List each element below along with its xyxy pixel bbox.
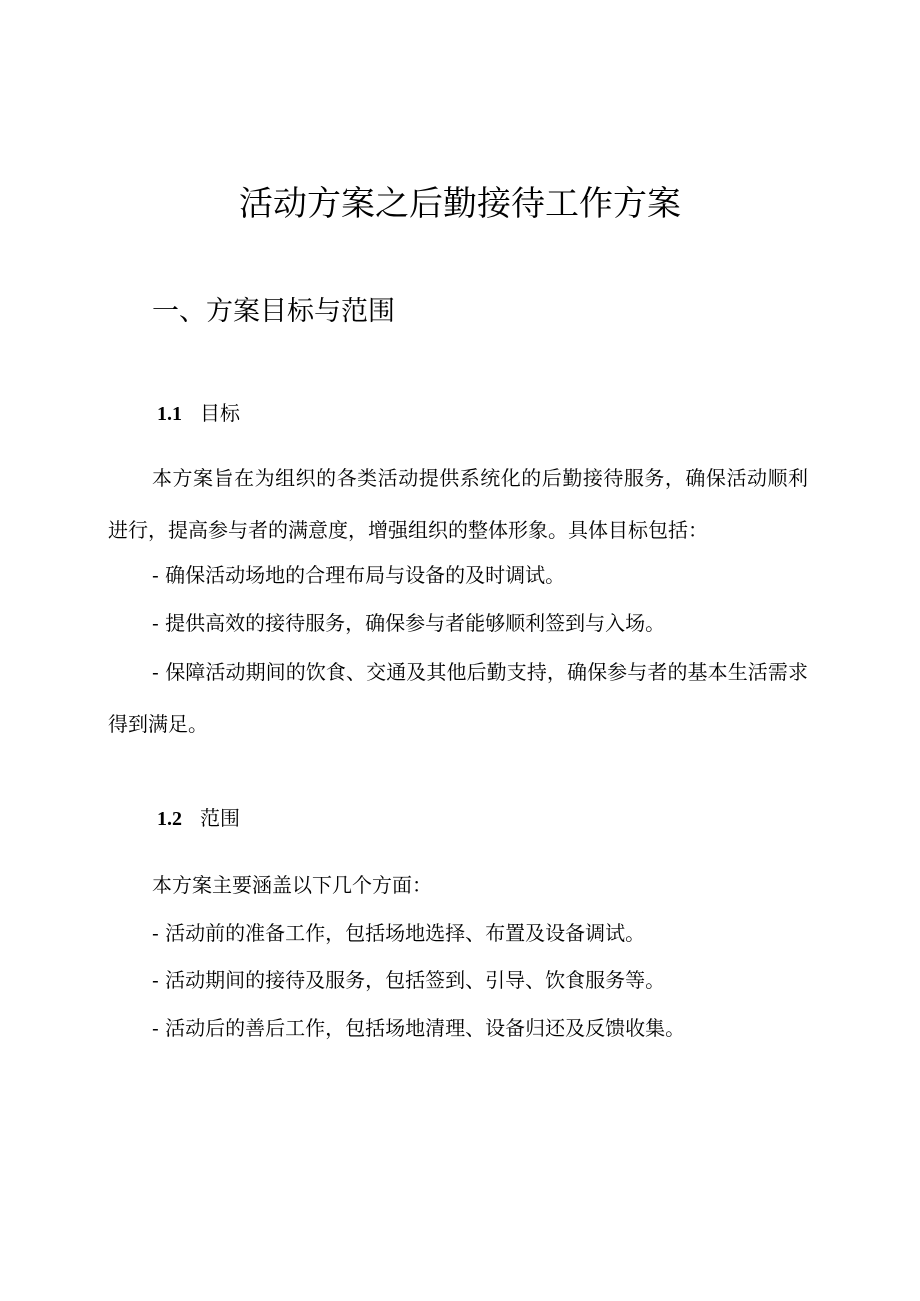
- list-item: - 活动前的准备工作，包括场地选择、布置及设备调试。: [152, 921, 646, 945]
- document-title: 活动方案之后勤接待工作方案: [239, 184, 681, 224]
- subsection-number: 1.2: [157, 808, 182, 830]
- subsection-title: 范围: [200, 806, 240, 830]
- subsection-heading-1-2: [157, 803, 240, 834]
- subsection-number: 1.1: [157, 403, 182, 425]
- paragraph-scope-intro: 本方案主要涵盖以下几个方面：: [152, 873, 432, 897]
- subsection-heading-1-1: [157, 398, 240, 429]
- list-item: - 保障活动期间的饮食、交通及其他后勤支持，确保参与者的基本生活需求得到满足。: [108, 660, 808, 736]
- section-heading-1: 一、方案目标与范围: [152, 296, 395, 327]
- list-item: - 确保活动场地的合理布局与设备的及时调试。: [152, 563, 566, 587]
- paragraph-goal-intro: 本方案旨在为组织的各类活动提供系统化的后勤接待服务，确保活动顺利进行，提高参与者的满意度，增强组织的整体形象。具体目标包括：: [108, 466, 808, 542]
- subsection-title: 目标: [200, 401, 240, 425]
- list-item: - 提供高效的接待服务，确保参与者能够顺利签到与入场。: [152, 611, 666, 635]
- list-item: - 活动后的善后工作，包括场地清理、设备归还及反馈收集。: [152, 1016, 686, 1040]
- list-item: - 活动期间的接待及服务，包括签到、引导、饮食服务等。: [152, 968, 666, 992]
